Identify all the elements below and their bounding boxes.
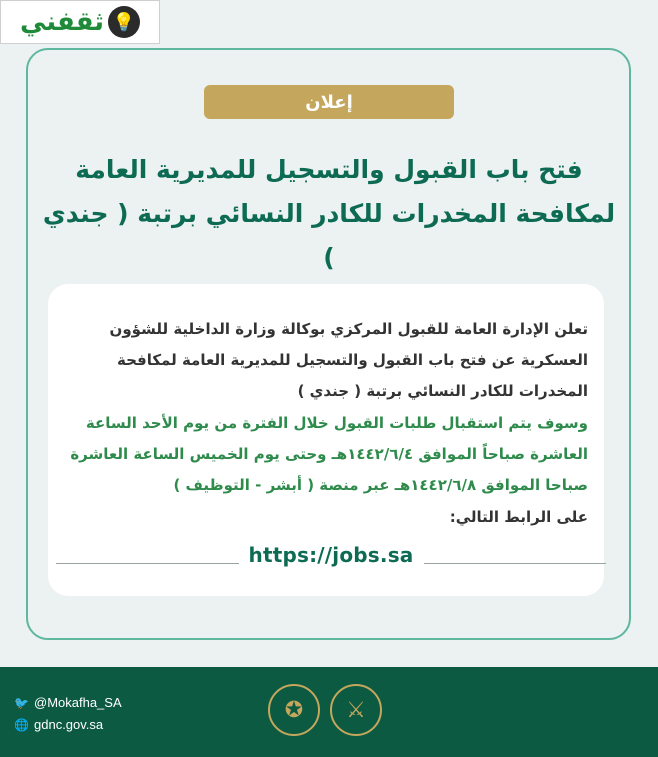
twitter-icon: 🐦 bbox=[14, 696, 29, 710]
link-row bbox=[56, 540, 606, 570]
site-logo[interactable] bbox=[0, 0, 160, 44]
jobs-link[interactable]: https://jobs.sa bbox=[248, 543, 414, 567]
page-title bbox=[36, 148, 622, 280]
intro-paragraph: تعلن الإدارة العامة للقبول المركزي بوكالة وزارة الداخلية للشؤون العسكرية عن فتح باب القبول والتسجيل للمديرية العامة لمكافحة المخدرات للكادر النسائي برتبة ( جندي ) bbox=[109, 320, 588, 400]
globe-icon: 🌐 bbox=[14, 718, 29, 732]
link-intro: على الرابط التالي: bbox=[449, 508, 588, 526]
twitter-row[interactable] bbox=[14, 692, 122, 714]
logo-text: ثقفني bbox=[19, 7, 105, 37]
divider-right bbox=[424, 563, 607, 564]
announcement-badge: إعلان bbox=[204, 85, 454, 119]
lightbulb-icon: 💡 bbox=[108, 6, 140, 38]
narcotics-control-emblem: ✪ bbox=[268, 684, 320, 736]
title-line-2: لمكافحة المخدرات للكادر النسائي برتبة ( جندي ) bbox=[42, 199, 616, 272]
divider-left bbox=[56, 563, 239, 564]
social-links bbox=[14, 692, 122, 736]
saudi-emblem: ⚔ bbox=[330, 684, 382, 736]
website-url[interactable]: gdnc.gov.sa bbox=[34, 717, 104, 732]
title-line-1: فتح باب القبول والتسجيل للمديرية العامة bbox=[75, 155, 583, 184]
schedule-paragraph: وسوف يتم استقبال طلبات القبول خلال الفترة من يوم الأحد الساعة العاشرة صباحاً الموافق ١٤٤٢/٦/٤هـ وحتى يوم الخميس الساعة العاشرة صباحا الموافق ١٤٤٢/٦/٨هـ عبر منصة ( أبشر - التوظيف ) bbox=[70, 414, 588, 494]
twitter-handle[interactable]: @Mokafha_SA bbox=[34, 695, 122, 710]
emblems bbox=[268, 684, 382, 736]
website-row[interactable] bbox=[14, 714, 122, 736]
